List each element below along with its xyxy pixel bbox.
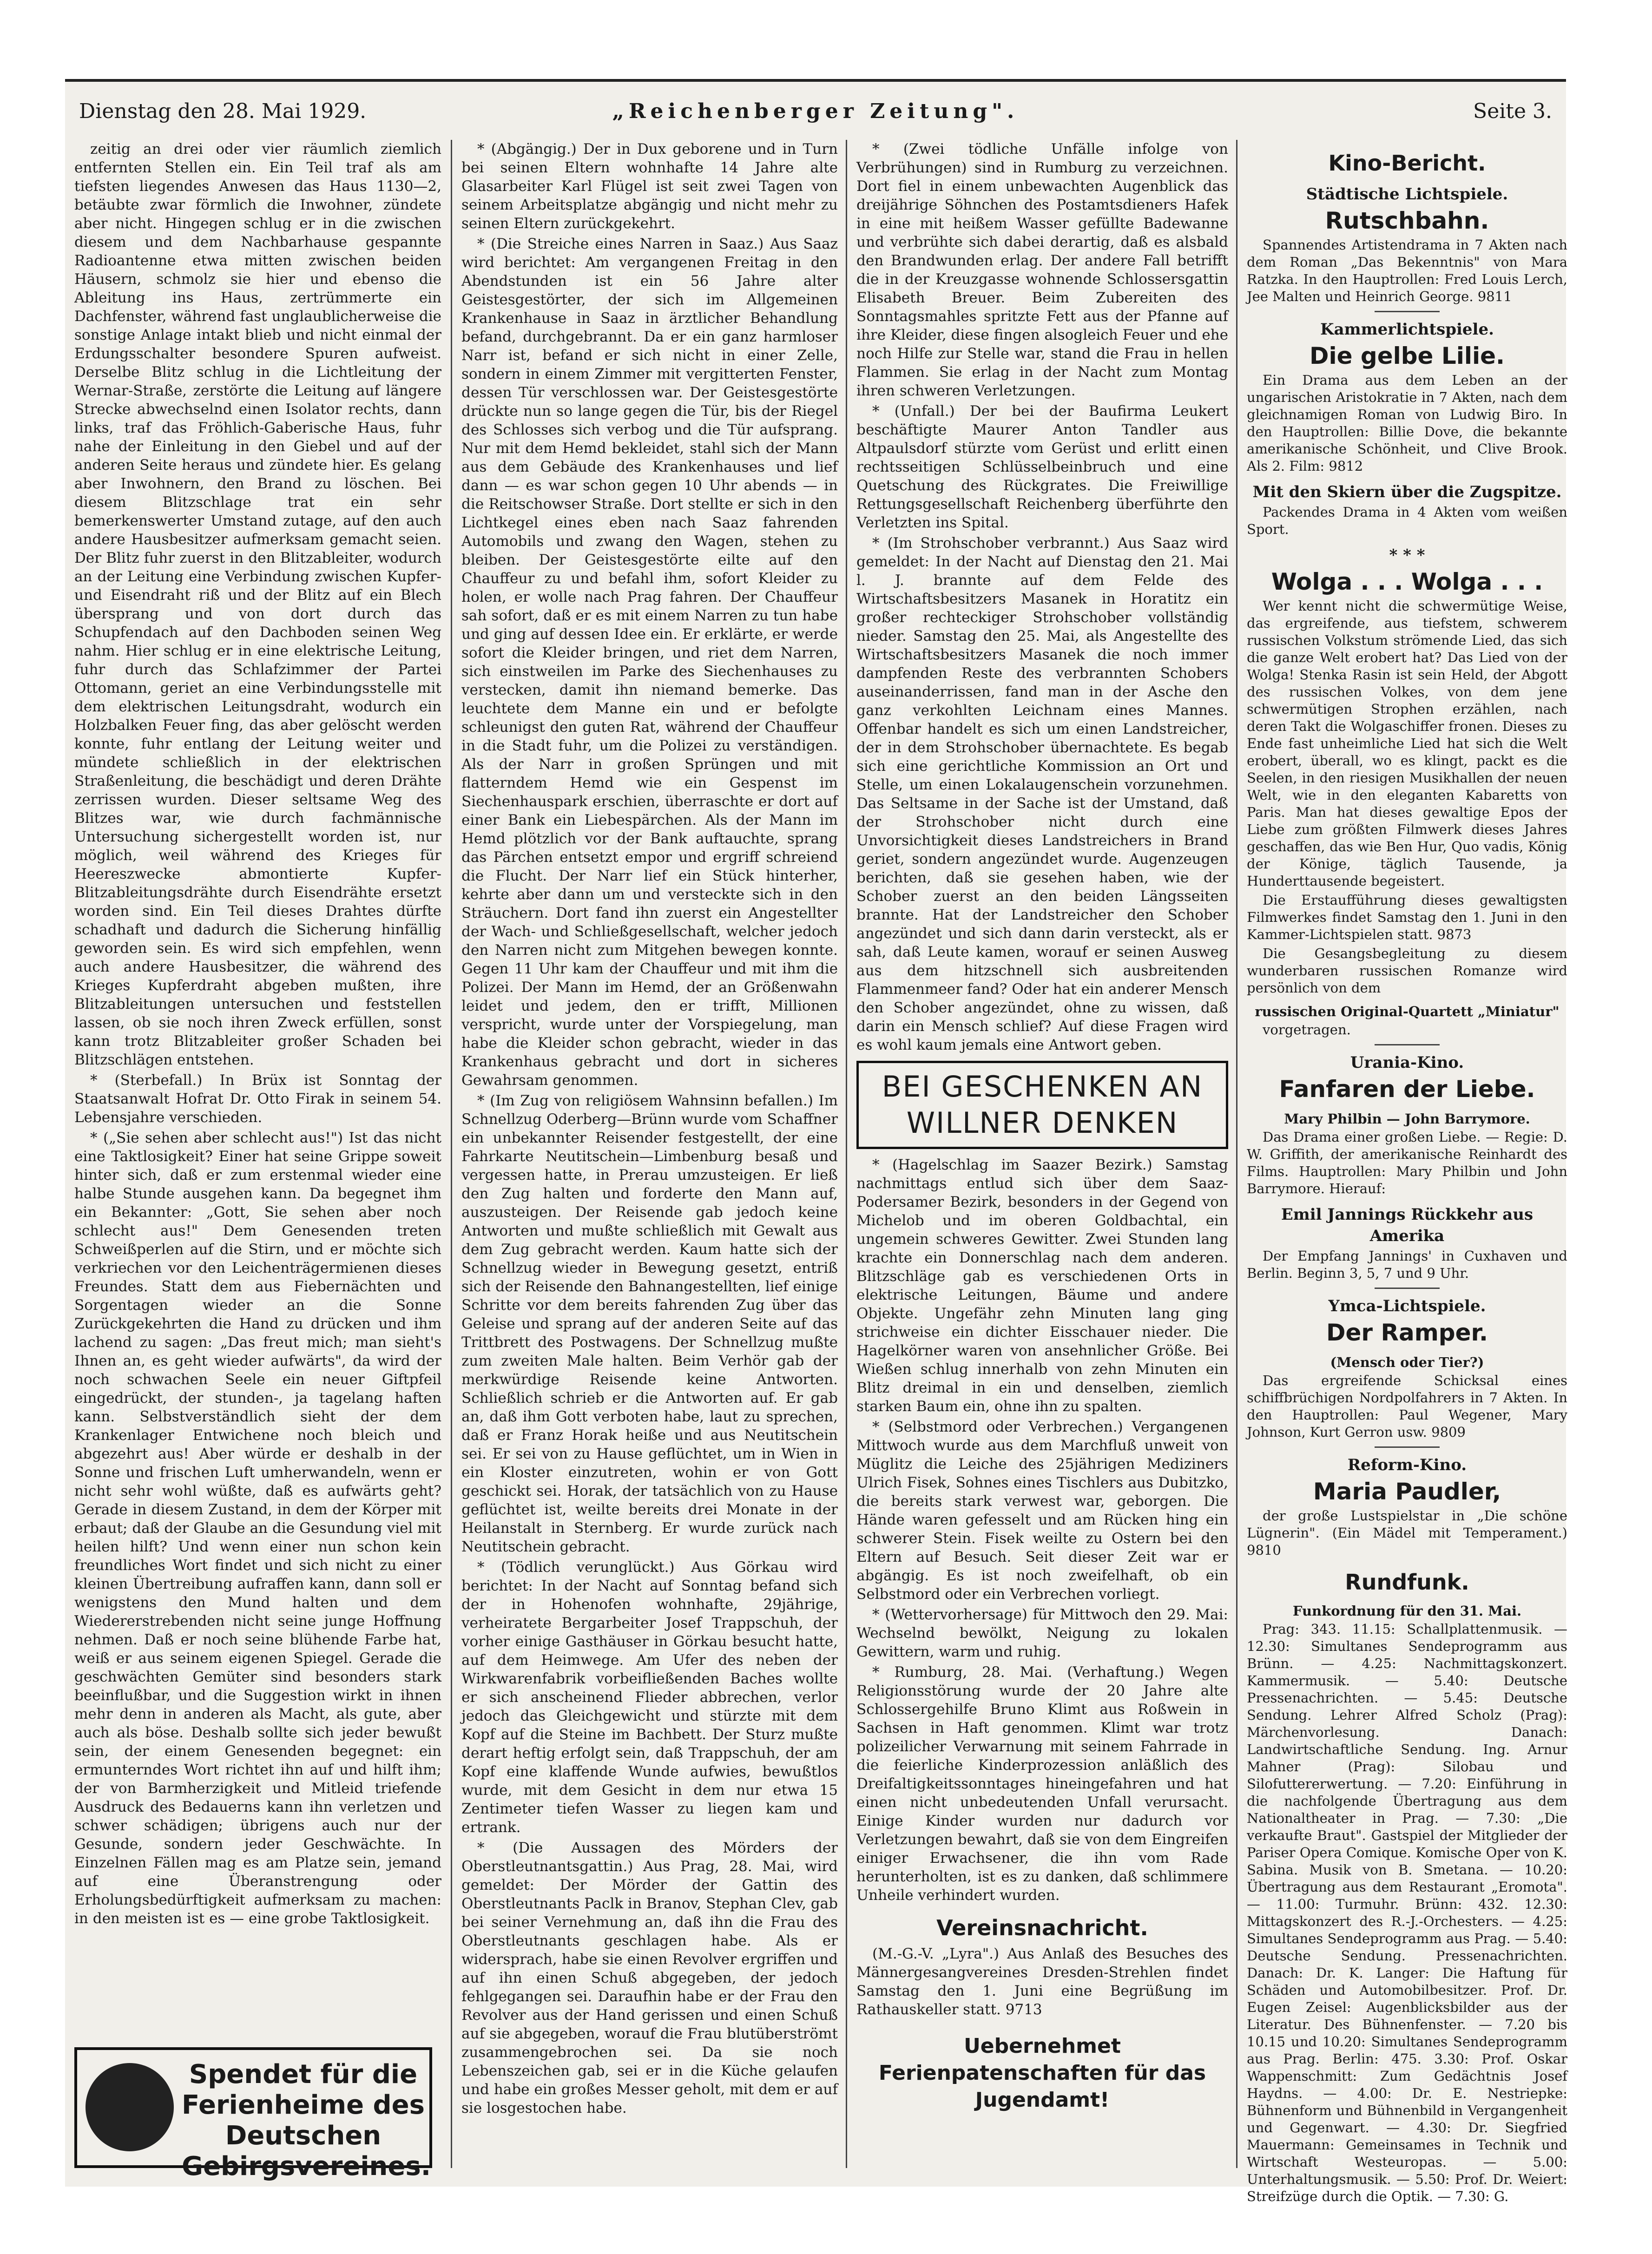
film-fanfaren: Fanfaren der Liebe.	[1279, 1076, 1535, 1103]
page-header	[79, 91, 1552, 133]
staedtische-lichtspiele: Städtische Lichtspiele.	[1306, 185, 1508, 204]
kino-bericht-title: Kino-Bericht.	[1328, 151, 1486, 176]
divider	[1375, 1288, 1440, 1289]
ramper-text: Das ergreifende Schicksal eines schiffbrüchigen Nordpolfahrers in 7 Akten. In den Hauptrollen: Paul Wegener, Mary Johnson, Kurt Gerron usw. 9809	[1247, 1373, 1567, 1440]
column-3	[846, 140, 1237, 2168]
article-abgaengig: * (Abgängig.) Der in Dux geborene und in Turn bei seinen Eltern wohnhafte 14 Jahre alte Glasarbeiter Karl Flügel ist seit zwei Tagen von seinem Arbeitsplatze abgängig und nicht mehr zu seinen Eltern zurückgekehrt.	[461, 141, 838, 232]
kammerlichtspiele: Kammerlichtspiele.	[1320, 320, 1494, 339]
ferienpatenschaften-call: Uebernehmet Ferienpatenschaften für das Jugendamt!	[878, 2034, 1206, 2112]
rutschbahn-text: Spannendes Artistendrama in 7 Akten nach dem Roman „Das Bekenntnis" von Mara Ratzka. In den Hauptrollen: Fred Louis Lerch, Jee Malten und Heinrich George. 9811	[1247, 237, 1567, 304]
ad-willner: BEI GESCHENKEN AN WILLNER DENKEN	[856, 1061, 1228, 1149]
article-wettervorhersage: * (Wettervorhersage) für Mittwoch den 29. Mai: Wechselnd bewölkt, Neigung zu lokalen Gewittern, warm und ruhig.	[856, 1606, 1228, 1660]
article-sie-sehen-schlecht-aus: * („Sie sehen aber schlecht aus!") Ist das nicht eine Taktlosigkeit? Einer hat seine Grippe soweit hinter sich, daß er zum erstenmal wieder eine halbe Stunde ausgehen kann. Da begegnet ihm ein Bekannter: „Gott, Sie sehen aber noch schlecht aus!" Dem Genesenden treten Schweißperlen auf die Stirn, und er möchte sich verkriechen vor den Leichenträgermienen dieses Freundes. Statt dem aus Fiebernächten und Sorgentagen wieder an die Sonne Zurückgekehrten die Hand zu drücken und ihm lachend zu sagen: „Das freut mich; man sieht's Ihnen an, es geht wieder aufwärts", da wird der noch schwachen Seele ein neuer Giftpfeil eingedrückt, der stunden-, ja tagelang haften kann. Selbstverständlich sieht der dem Krankenlager Entwichene noch bleich und abgezehrt aus! Aber würde er deshalb in der Sonne und frischen Luft umherwandeln, wenn er nicht sehr wohl wüßte, daß es aufwärts geht? Gerade in diesem Zustand, in dem der Körper mit erbaut; daß der Glaube an die Gesundung viel mit heilen hilft? Und wenn einer nun schon kein freundliches Wort findet und sich nicht zu einer kleinen Übertreibung aufraffen kann, dann soll er wenigstens den Mund halten und dem Wiedererstrebenden nicht seine junge Hoffnung nehmen. Daß er noch seine blühende Farbe hat, weiß er aus seinem eigenen Spiegel. Gerade die geschwächten Gemüter sind besonders stark beeinflußbar, und die Suggestion wirkt in ihnen mehr denn in anderen als Macht, als gute, aber auch als böse. Deshalb sollte sich jeder bewußt sein, der einem Genesenden begegnet: ein ermunterndes Wort richtet ihn auf und hilft ihm; der von Barmherzigkeit und Mitleid triefende Ausdruck des Bedauerns kann ihn verletzen und schwer schädigen; übrigens auch nur der Gesunde, sondern jeder Geschwächte. In Einzelnen Fällen mag es am Platze sein, jemand auf eine Überanstrengung oder Erholungsbedürftigkeit aufmerksam zu machen: in den meisten ist es — eine grobe Taktlosigkeit.	[74, 1130, 441, 1927]
columns	[74, 140, 1567, 2204]
article-lightning: zeitig an drei oder vier räumlich ziemlich entfernten Stellen ein. Ein Teil traf als am tiefsten liegendes Anwesen das Haus 1130—2, betäubte zwar förmlich die Inwohner, zündete aber nicht. Hingegen schlug er in die zwischen diesem und dem Nachbarhause gespannte Radioantenne etwa mitten zwischen beiden Häusern, schmolz sie hier und ebenso die Ableitung ins Haus, zertrümmerte ein Dachfenster, während fast unglaublicherweise die sonstige Anlage intakt blieb und nicht einmal der Erdungsschalter besondere Spuren aufweist. Derselbe Blitz schlug in die Lichtleitung der Wernar-Straße, zerstörte die Leitung auf längere Strecke abwechselnd einen Isolator rechts, dann links, traf das Fröhlich-Gaberische Haus, fuhr nahe der Einleitung in den Giebel und auf der anderen Seite heraus und zündete hier. Es gelang aber Inwohnern, den Brand zu löschen. Bei diesem Blitzschlage trat ein sehr bemerkenswerter Umstand zutage, auf den auch andere Hausbesitzer aufmerksam gemacht seien. Der Blitz fuhr zuerst in den Blitzableiter, wodurch an der Leitung eine Verbindung zwischen Kupfer- und Eisendraht riß und der Blitz auf ein Blech übersprang und von dort durch das Schupfendach auf den Dachboden seinen Weg nahm. Hier schlug er in eine elektrische Leitung, fuhr durch das Schlafzimmer der Partei Ottomann, geriet an eine Verbindungsstelle mit dem elektrischen Leitungsdraht, wodurch ein Holzbalken Feuer fing, das aber gelöscht werden konnte, fuhr entlang der Leitung weiter und mündete schließlich in der elektrischen Straßenleitung, die beschädigt und deren Drähte zerrissen wurden. Dieser seltsame Weg des Blitzes war, wie durch fachmännische Untersuchung sichergestellt worden ist, nur möglich, weil während des Krieges für Heereszwecke abmontierte Kupfer-Blitzableitungsdrähte durch Eisendrähte ersetzt worden sind. Ein Teil dieses Drahtes dürfte schadhaft und dadurch die Sicherung hinfällig geworden sein. Es wird sich empfehlen, wenn auch andere Hausbesitzer, die während des Krieges Kupferdraht abgeben mußten, ihre Blitzableitungen untersuchen und feststellen lassen, ob sie noch ihren Zweck erfüllen, sonst kann trotz Blitzableiter großer Schaden bei Blitzschlägen entstehen.	[74, 141, 441, 1068]
article-rumburg-verhaftung: * Rumburg, 28. Mai. (Verhaftung.) Wegen Religionsstörung wurde der 20 Jahre alte Schlossergehilfe Bruno Klimt aus Roßwein in Sachsen in Haft genommen. Klimt war trotz polizeilicher Verwarnung mit seinem Fahrrade in die feierliche Kinderprozession anläßlich des Dreifaltigkeitssonntages hineingefahren und hat einen nicht unbedeutenden Unfall verursacht. Einige Kinder wurden nur dadurch vor Verletzungen bewahrt, daß sie von dem Eingreifen einiger Erwachsener, die ihn vom Rade herunterholten, ist es zu danken, daß schlimmere Unheile verhindert wurden.	[856, 1664, 1228, 1904]
article-religioeser-wahnsinn: * (Im Zug von religiösem Wahnsinn befallen.) Im Schnellzug Oderberg—Brünn wurde vom Schaffner ein unbekannter Reisender festgestellt, der eine Fahrkarte Neutitschein—Limbenburg besaß und vergessen hatte, in Prerau umzusteigen. Er ließ den Zug halten und forderte den Mann auf, auszusteigen. Der Reisende gab jedoch keine Antworten und mußte schließlich mit Gewalt aus dem Zug gebracht werden. Kaum hatte sich der Schnellzug wieder in Bewegung gesetzt, entriß sich der Reisende den Bahnangestellten, lief einige Schritte vor dem bereits fahrenden Zug über das Geleise und sprang auf der anderen Seite auf das Trittbrett des Postwagens. Der Schnellzug mußte zum zweiten Male halten. Beim Verhör gab der merkwürdige Reisende keine Antworten. Schließlich schrieb er die Antworten auf. Er gab an, daß ihm Gott verboten habe, laut zu sprechen, daß er Franz Horak heiße und aus Neutitschein sei. Er sei von zu Hause geflüchtet, um in Wien in ein Kloster einzutreten, wohin er von Gott geschickt sei. Horak, der tatsächlich von zu Hause geflüchtet ist, weilte bereits drei Monate in der Heilanstalt in Sternberg. Er wurde zurück nach Neutitschein gebracht.	[461, 1092, 838, 1555]
column-4	[1236, 140, 1567, 2204]
divider	[1375, 1044, 1440, 1045]
column-2	[451, 140, 847, 2168]
separator-stars: * * *	[1389, 546, 1425, 565]
film-jannings: Emil Jannings Rückkehr aus Amerika	[1281, 1205, 1534, 1245]
header-newspaper-name: „Reichenberger Zeitung".	[612, 99, 1019, 123]
article-moerder-aussagen: * (Die Aussagen des Mörders der Oberstleutnantsgattin.) Aus Prag, 28. Mai, wird gemeldet: Der Mörder der Gattin des Oberstleutnants Paclk in Branov, Stephan Clev, gab bei seiner Vernehmung an, daß ihn die Frau des Oberstleutnants geschlagen habe. Als er widersprach, habe sie einen Revolver ergriffen und auf ihn einen Schuß abgegeben, der jedoch fehlgegangen sei. Daraufhin habe er der Frau den Revolver aus der Hand gerissen und einen Schuß auf sie abgegeben, worauf die Frau blutüberströmt zusammengebrochen sei. Da sie noch Lebenszeichen gab, sei er in die Küche gelaufen und habe ein großes Messer geholt, mit dem er auf sie losgestochen habe.	[461, 1840, 838, 2116]
film-zugspitze: Mit den Skiern über die Zugspitze.	[1252, 483, 1562, 501]
film-ramper: Der Ramper.	[1326, 1319, 1488, 1346]
rundfunk-title: Rundfunk.	[1345, 1570, 1469, 1595]
divider	[1375, 311, 1440, 312]
film-paudler: Maria Paudler,	[1313, 1478, 1501, 1505]
newspaper-page	[65, 79, 1567, 2204]
header-date: Dienstag den 28. Mai 1929.	[79, 99, 367, 123]
quartett-end: vorgetragen.	[1263, 1022, 1351, 1038]
article-toedlich-verunglueckt: * (Tödlich verunglückt.) Aus Görkau wird berichtet: In der Nacht auf Sonntag befand sich der in Hohenofen wohnhafte, 29jährige, verheiratete Bergarbeiter Josef Trappschuh, der vorher einige Gasthäuser in Görkau besucht hatte, auf dem Heimwege. Am Ufer des neben der Wirkwarenfabrik vorbeifließenden Baches wollte er sich anscheinend Flieder abbrechen, verlor jedoch das Gleichgewicht und stürzte mit dem Kopf auf die Steine im Bachbett. Der Sturz mußte derart heftig erfolgt sein, daß Trappschuh, der am Kopf eine klaffende Wunde aufwies, bewußtlos wurde, mit dem Gesicht in dem nur etwa 15 Zentimeter tiefen Wasser zu liegen kam und ertrank.	[461, 1559, 838, 1836]
article-verbruehungen: * (Zwei tödliche Unfälle infolge von Verbrühungen) sind in Rumburg zu verzeichnen. Dort fiel in einem unbewachten Augenblick das dreijährige Söhnchen des Postamtsdieners Hafek in eine mit heißem Wasser gefüllte Badewanne und verbrühte sich dabei derartig, daß es alsbald den Brandwunden erlag. Der andere Fall betrifft die in der Kreuzgasse wohnende Schlossersgattin Elisabeth Breuer. Beim Zubereiten des Sonntagsmahles spritzte Fett aus der Pfanne auf ihre Kleider, diese fingen alsogleich Feuer und ehe noch Hilfe zur Stelle war, stand die Frau in hellen Flammen. Sie erlag in der Nacht zum Montag ihren schweren Verletzungen.	[856, 141, 1229, 399]
wolga-note: Die Erstaufführung dieses gewaltigsten Filmwerkes findet Samstag den 1. Juni in den Kammer-Lichtspielen statt. 9873	[1247, 892, 1567, 942]
film-gelbe-lilie: Die gelbe Lilie.	[1309, 342, 1505, 369]
film-rutschbahn: Rutschbahn.	[1325, 207, 1489, 234]
gelbe-lilie-text: Ein Drama aus dem Leben an der ungarischen Aristokratie in 7 Akten, nach dem gleichnamigen Roman von Ludwig Biro. In den Hauptrollen: Billie Dove, die bekannte amerikanische Schönheit, und Clive Brook. Als 2. Film: 9812	[1247, 372, 1567, 474]
rundfunk-subtitle: Funkordnung für den 31. Mai.	[1292, 1603, 1522, 1619]
article-narr-saaz: * (Die Streiche eines Narren in Saaz.) Aus Saaz wird berichtet: Am vergangenen Freitag in den Abendstunden ist ein 56 Jahre alter Geistesgestörter, der sich im Allgemeinen Krankenhause in Saaz in ärztlicher Behandlung befand, durchgebrannt. Da er ein ganz harmloser Narr ist, befand er sich nicht in einer Zelle, sondern in einem Zimmer mit vergitterten Fenster, dessen Tür verschlossen war. Der Geistesgestörte drückte nun so lange gegen die Tür, bis der Riegel des Schlosses sich verbog und die Tür aufsprang. Nur mit dem Hemd bekleidet, stahl sich der Mann aus dem Gebäude des Krankenhauses und lief dann — es war schon gegen 10 Uhr abends — in die Reitschowser Straße. Dort stellte er sich in den Lichtkegel eines eben nach Saaz fahrenden Automobils und zwang den Wagen, stehen zu bleiben. Der Geistesgestörte eilte auf den Chauffeur zu und befahl ihm, sofort Kleider zu holen, er wolle nach Prag fahren. Der Chauffeur sah sofort, daß er es mit einem Narren zu tun habe und ging auf dessen Idee ein. Er erklärte, er werde sofort die Kleider bringen, und riet dem Narren, sich einstweilen im Parke des Siechenhauses zu verstecken, damit ihn niemand bemerke. Das leuchtete dem Manne ein und er befolgte schleunigst den guten Rat, während der Chauffeur in die Stadt fuhr, um die Polizei zu verständigen. Als der Narr in großen Sprüngen und mit flatterndem Hemd wie ein Gespenst im Siechenhauspark erschien, überraschte er dort auf einer Bank ein Liebespärchen. Als der Mann im Hemd plötzlich vor der Bank auftauchte, sprang das Pärchen entsetzt empor und ergriff schreiend die Flucht. Der Narr lief ein Stück hinterher, kehrte aber dann um und versteckte sich in den Sträuchern. Dort fand ihn zuerst ein Angestellter der Wach- und Schließgesellschaft, welcher jedoch den Narren nicht zum Mitgehen bewegen konnte. Gegen 11 Uhr kam der Chauffeur und mit ihm die Polizei. Der Mann im Hemd, der an Größenwahn leidet und jedem, den er trifft, Millionen verspricht, wurde unter der Vorspiegelung, man habe die Kleider schon gebracht, wieder in das Krankenhaus gebracht und dort in sicheres Gewahrsam genommen.	[461, 236, 838, 1089]
reform-kino: Reform-Kino.	[1347, 1456, 1467, 1474]
wolga-text: Wer kennt nicht die schwermütige Weise, das ergreifende, aus tiefstem, schwerem russischen Volkstum strömende Lied, das sich die ganze Welt erobert hat? Das Lied von der Wolga! Stenka Rasin ist sein Held, der Abgott des russischen Volkes, von dem jene schwermütigen Strophen erzählen, nach deren Takt die Wolgaschiffer fronen. Dieses zu Ende fast unheimliche Lied hat sich die Welt erobert, überall, wo es klingt, packt es die Seelen, in den riesigen Musikhallen der neuen Welt, wie in den eleganten Kabaretts von Paris. Man hat dieses gewaltige Epos der Liebe zum größten Filmwerk dieses Jahres geschaffen, das wie Ben Hur, Quo vadis, König der Könige, täglich Tausende, ja Hunderttausende begeistert.	[1247, 598, 1567, 889]
zugspitze-text: Packendes Drama in 4 Akten vom weißen Sport.	[1247, 504, 1567, 537]
jannings-text: Der Empfang Jannings' in Cuxhaven und Berlin. Beginn 3, 5, 7 und 9 Uhr.	[1247, 1248, 1567, 1281]
header-page-number: Seite 3.	[1473, 99, 1552, 123]
verein-title: Vereinsnachricht.	[936, 1915, 1148, 1940]
fanfaren-text: Das Drama einer großen Liebe. — Regie: D. W. Griffith, der amerikanische Reinhardt des Films. Hauptrollen: Mary Philbin und John Barrymore. Hierauf:	[1247, 1129, 1567, 1196]
fanfaren-cast: Mary Philbin — John Barrymore.	[1284, 1111, 1530, 1127]
urania-kino: Urania-Kino.	[1350, 1053, 1464, 1072]
rundfunk-text: Prag: 343. 11.15: Schallplattenmusik. — 12.30: Simultanes Sendeprogramm aus Brünn. — 4.25: Nachmittagskonzert. Kammermusik. — 5.40: Deutsche Pressenachrichten. — 5.45: Deutsche Sendung. Lehrer Alfred Scholz (Prag): Märchenvorlesung. Danach: Landwirtschaftliche Sendung. Ing. Arnur Mahner (Prag): Silobau und Silofuttererwertung. — 7.20: Einführung in die nachfolgende Übertragung aus dem Nationaltheater in Prag. — 7.30: „Die verkaufte Braut". Gastspiel der Mitglieder der Pariser Opera Comique. Komische Oper von K. Sabina. Musik von B. Smetana. — 10.20: Übertragung aus dem Restaurant „Eromota". — 11.00: Turmuhr. Brünn: 432. 12.30: Mittagskonzert des R.-J.-Orchesters. — 4.25: Simultanes Sendeprogramm aus Prag. — 5.40: Deutsche Sendung. Pressenachrichten. Danach: Dr. K. Langer: Die Haftung für Schäden und Automobilbesitzer. Prof. Dr. Eugen Zeisel: Augenblicksbilder aus der Literatur. Des Bühnenfenster. — 7.20 bis 10.15 und 10.20: Simultanes Sendeprogramm aus Prag. Berlin: 475. 3.30: Prof. Oskar Wappenschmitt: Zum Gedächtnis Josef Haydns. — 4.00: Dr. E. Nestriepke: Bühnenform und Bühnenbild in Vergangenheit und Gegenwart. — 4.30: Dr. Siegfried Mauermann: Gemeinsames in Technik und Wirtschaft Westeuropas. — 5.00: Unterhaltungsmusik. — 5.50: Prof. Dr. Weiert: Streifzüge durch die Optik. — 7.30: G.	[1247, 1621, 1567, 2204]
ad-gebirgsverein	[74, 2047, 432, 2182]
ramper-subtitle: (Mensch oder Tier?)	[1330, 1354, 1484, 1370]
divider	[1375, 1446, 1440, 1448]
verein-text: (M.-G.-V. „Lyra".) Aus Anlaß des Besuches des Männergesangvereines Dresden-Strehlen findet Samstag den 1. Juni eine Begrüßung im Rathauskeller statt. 9713	[856, 1945, 1228, 2018]
article-unfall: * (Unfall.) Der bei der Baufirma Leukert beschäftigte Maurer Anton Tandler aus Altpaulsdorf stürzte vom Gerüst und erlitt einen rechtsseitigen Schlüsselbeinbruch und eine Quetschung des Rückgrates. Die Freiwillige Rettungsgesellschaft Reichenberg überführte den Verletzten ins Spital.	[856, 403, 1228, 531]
ad-gebirgsverein-text: Spendet für die Ferienheime des Deutschen Gebirgsvereines.	[182, 2059, 431, 2182]
seal-icon	[86, 2063, 174, 2151]
paudler-text: der große Lustspielstar in „Die schöne Lügnerin". (Ein Mädel mit Temperament.) 9810	[1247, 1508, 1567, 1558]
article-selbstmord: * (Selbstmord oder Verbrechen.) Vergangenen Mittwoch wurde aus dem Marchfluß unweit von Müglitz die Leiche des 25jährigen Mediziners Ulrich Fisek, Sohnes eines Tischlers aus Dubitzko, die bereits stark verwest war, geborgen. Die Hände waren gefesselt und am Rücken hing ein schwerer Stein. Fisek weilte zu Ostern bei den Eltern auf Besuch. Seit dieser Zeit war er abgängig. Es ist noch zweifelhaft, ob ein Selbstmord oder ein Verbrechen vorliegt.	[856, 1419, 1228, 1603]
article-sterbefall: * (Sterbefall.) In Brüx ist Sonntag der Staatsanwalt Hofrat Dr. Otto Firak in seinem 54. Lebensjahre verschieden.	[74, 1072, 441, 1126]
ymca-lichtspiele: Ymca-Lichtspiele.	[1328, 1297, 1486, 1315]
article-hagelschlag: * (Hagelschlag im Saazer Bezirk.) Samstag nachmittags entlud sich über dem Saaz-Podersamer Bezirk, besonders in der Gegend von Michelob und im oberen Goldbachtal, ein ungemein schweres Gewitter. Zwei Stunden lang krachte ein Donnerschlag nach dem anderen. Blitzschläge gab es verschiedenen Orts in elektrische Leitungen, Bäume und andere Objekte. Ungefähr zehn Minuten lang ging strichweise ein dichter Eisschauer nieder. Die Hagelkörner waren von ansehnlicher Größe. Bei Wießen schlug innerhalb von zehn Minuten ein Blitz dreimal in ein und denselben, ziemlich starken Baum ein, ohne ihn zu spalten.	[856, 1157, 1228, 1415]
quartett-name: russischen Original-Quartett „Miniatur"	[1255, 1004, 1560, 1019]
column-1	[74, 140, 450, 2182]
article-strohschober: * (Im Strohschober verbrannt.) Aus Saaz wird gemeldet: In der Nacht auf Dienstag den 21. Mai l. J. brannte auf dem Felde des Wirtschaftsbesitzers Masanek in Horatitz ein großer rechteckiger Strohschober vollständig nieder. Samstag den 25. Mai, als Angestellte des Wirtschaftsbesitzers Masanek die noch immer dampfenden Reste des verbrannten Schobers auseinanderrissen, fand man in der Asche den ganz verkohlten Leichnam eines Mannes. Offenbar handelt es sich um einen Landstreicher, der in dem Strohschober übernachtete. Es begab sich eine gerichtliche Kommission an Ort und Stelle, um einen Lokalaugenschein vorzunehmen. Das Seltsame in der Sache ist der Umstand, daß der Strohschober nicht durch eine Unvorsichtigkeit dieses Landstreichers in Brand geriet, sondern angezündet wurde. Augenzeugen berichten, daß sie gesehen haben, wie der Schober zuerst an den beiden Längsseiten brannte. Hat der Landstreicher den Schober angezündet und sich dann darin versteckt, als er sah, daß Leute kamen, worauf er seinen Ausweg aus dem hitzschnell sich ausbreitenden Flammenmeer fand? Oder hat ein anderer Mensch den Schober angezündet, ohne zu wissen, daß darin ein Mensch schlief? Auf diese Fragen wird es wohl kaum jemals eine Antwort geben.	[856, 535, 1228, 1053]
gesang-text: Die Gesangsbegleitung zu diesem wunderbaren russischen Romanze wird persönlich von dem	[1247, 946, 1567, 996]
film-wolga: Wolga . . . Wolga . . .	[1271, 568, 1543, 595]
